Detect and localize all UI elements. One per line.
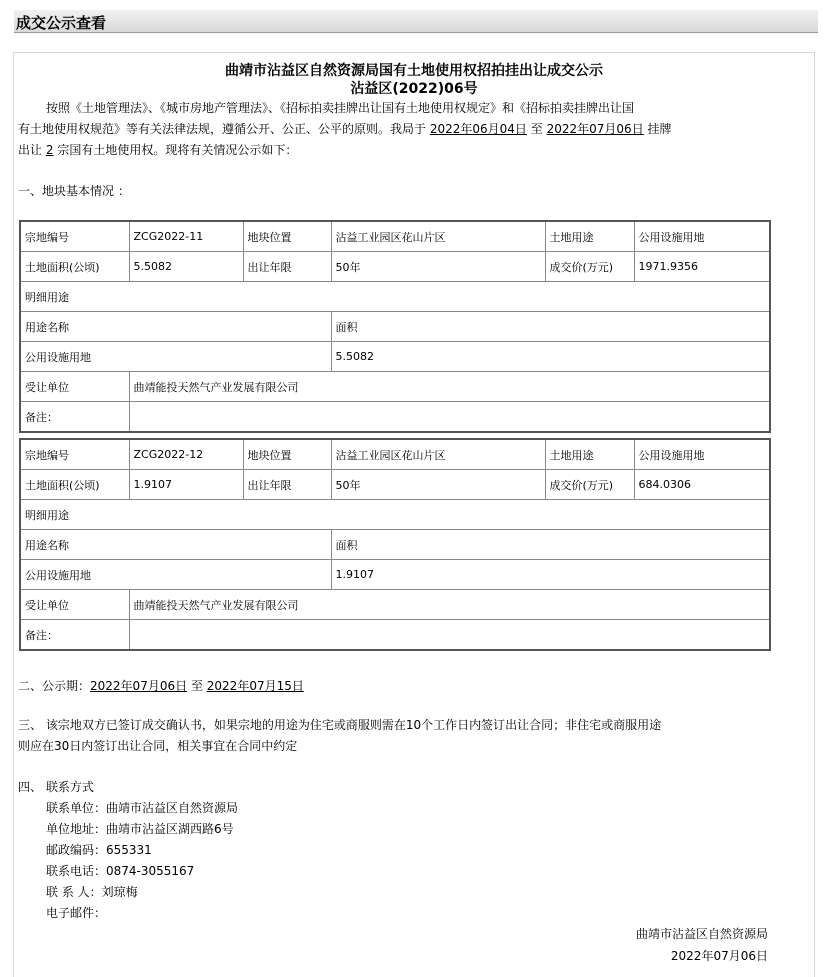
assignee: 曲靖能投天然气产业发展有限公司 [129, 372, 770, 402]
intro-line-3: 出让 2 宗国有土地使用权。现将有关情况公示如下： [18, 143, 298, 157]
table-cell: 土地用途 [545, 221, 634, 252]
contact-title: 四、 联系方式 [18, 780, 94, 794]
parcel-use: 公用设施用地 [634, 439, 770, 470]
page-header [14, 10, 818, 33]
section-3: 三、 该宗地双方已签订成交确认书，如果宗地的用途为住宅或商服则需在10个工作日内签订出让合同；非住宅或商服用途 则应在30日内签订出让合同，相关事宜在合同中约定 [18, 718, 662, 753]
section-2-publicity-period: 二、公示期：2022年07月06日 至 2022年07月15日 [18, 679, 304, 693]
section-1-heading: 一、地块基本情况 ： [18, 184, 130, 198]
table-row [20, 530, 770, 560]
signature-org: 曲靖市沾益区自然资源局 [635, 927, 768, 941]
table-cell: 土地面积(公顷) [20, 252, 129, 282]
table-cell: 宗地编号 [20, 439, 129, 470]
end-date: 2022年07月06日 [546, 122, 644, 136]
parcel-price: 684.0306 [634, 470, 770, 500]
table-cell: 用途名称 [20, 530, 331, 560]
doc-title: 曲靖市沾益区自然资源局国有土地使用权招拍挂出让成交公示 [225, 63, 603, 79]
table-cell: 土地用途 [545, 439, 634, 470]
remark [129, 402, 770, 433]
table-cell: 成交价(万元) [545, 252, 634, 282]
contact-phone: 联系电话：0874-3055167 [46, 864, 195, 878]
announcement-content [13, 52, 815, 977]
parcel-location: 沾益工业园区花山片区 [331, 439, 545, 470]
parcel-use: 公用设施用地 [634, 221, 770, 252]
table-row [20, 221, 770, 252]
table-cell: 备注： [20, 402, 129, 433]
intro-line-1: 按照《土地管理法》、《城市房地产管理法》、《招标拍卖挂牌出让国有土地使用权规定》和《招标拍卖挂牌出让国 [46, 101, 635, 115]
table-cell: 土地面积(公顷) [20, 470, 129, 500]
assignee: 曲靖能投天然气产业发展有限公司 [129, 590, 770, 620]
table-cell: 出让年限 [243, 252, 331, 282]
contact-postcode: 邮政编码：655331 [46, 843, 152, 857]
table-cell: 面积 [331, 530, 770, 560]
detail-use-name: 公用设施用地 [20, 342, 331, 372]
detail-use-area: 1.9107 [331, 560, 770, 590]
contact-person: 联 系 人：刘琼梅 [46, 885, 138, 899]
parcel-term: 50年 [331, 470, 545, 500]
start-date: 2022年06月04日 [429, 122, 527, 136]
table-row [20, 439, 770, 470]
parcel-count: 2 [45, 143, 54, 157]
doc-number: 沾益区(2022)06号 [350, 81, 478, 97]
parcel-table-1 [19, 220, 771, 433]
table-row [20, 282, 770, 312]
detail-use-name: 公用设施用地 [20, 560, 331, 590]
table-cell: 成交价(万元) [545, 470, 634, 500]
section-4-contact [18, 777, 788, 924]
remark [129, 620, 770, 651]
intro-line-2: 有土地使用权规范》等有关法律法规，遵循公开、公正、公平的原则。我局于 2022年06月04日 至 2022年07月06日 挂牌 [18, 122, 672, 136]
parcel-area: 1.9107 [129, 470, 243, 500]
parcel-table-2 [19, 438, 771, 651]
parcel-location: 沾益工业园区花山片区 [331, 221, 545, 252]
table-cell: 地块位置 [243, 439, 331, 470]
table-row [20, 500, 770, 530]
table-row [20, 560, 770, 590]
publicity-start: 2022年07月06日 [90, 679, 188, 693]
table-cell: 受让单位 [20, 590, 129, 620]
table-cell: 受让单位 [20, 372, 129, 402]
table-cell: 明细用途 [20, 500, 770, 530]
table-cell: 宗地编号 [20, 221, 129, 252]
parcel-no: ZCG2022-11 [129, 221, 243, 252]
parcel-area: 5.5082 [129, 252, 243, 282]
intro-paragraph [18, 98, 788, 161]
table-row [20, 342, 770, 372]
table-row [20, 372, 770, 402]
table-row [20, 590, 770, 620]
table-cell: 出让年限 [243, 470, 331, 500]
parcel-price: 1971.9356 [634, 252, 770, 282]
table-cell: 面积 [331, 312, 770, 342]
contact-unit: 联系单位：曲靖市沾益区自然资源局 [46, 801, 239, 815]
publicity-end: 2022年07月15日 [206, 679, 304, 693]
table-cell: 明细用途 [20, 282, 770, 312]
table-cell: 用途名称 [20, 312, 331, 342]
table-row [20, 252, 770, 282]
contact-address: 单位地址：曲靖市沾益区湖西路6号 [46, 822, 234, 836]
detail-use-area: 5.5082 [331, 342, 770, 372]
table-row [20, 402, 770, 433]
contact-email: 电子邮件： [46, 906, 107, 920]
table-row [20, 470, 770, 500]
table-cell: 地块位置 [243, 221, 331, 252]
table-row [20, 620, 770, 651]
page-header-title: 成交公示查看 [16, 14, 107, 32]
parcel-no: ZCG2022-12 [129, 439, 243, 470]
parcel-term: 50年 [331, 252, 545, 282]
table-row [20, 312, 770, 342]
signature-date: 2022年07月06日 [670, 949, 768, 963]
table-cell: 备注： [20, 620, 129, 651]
signature [636, 923, 768, 967]
